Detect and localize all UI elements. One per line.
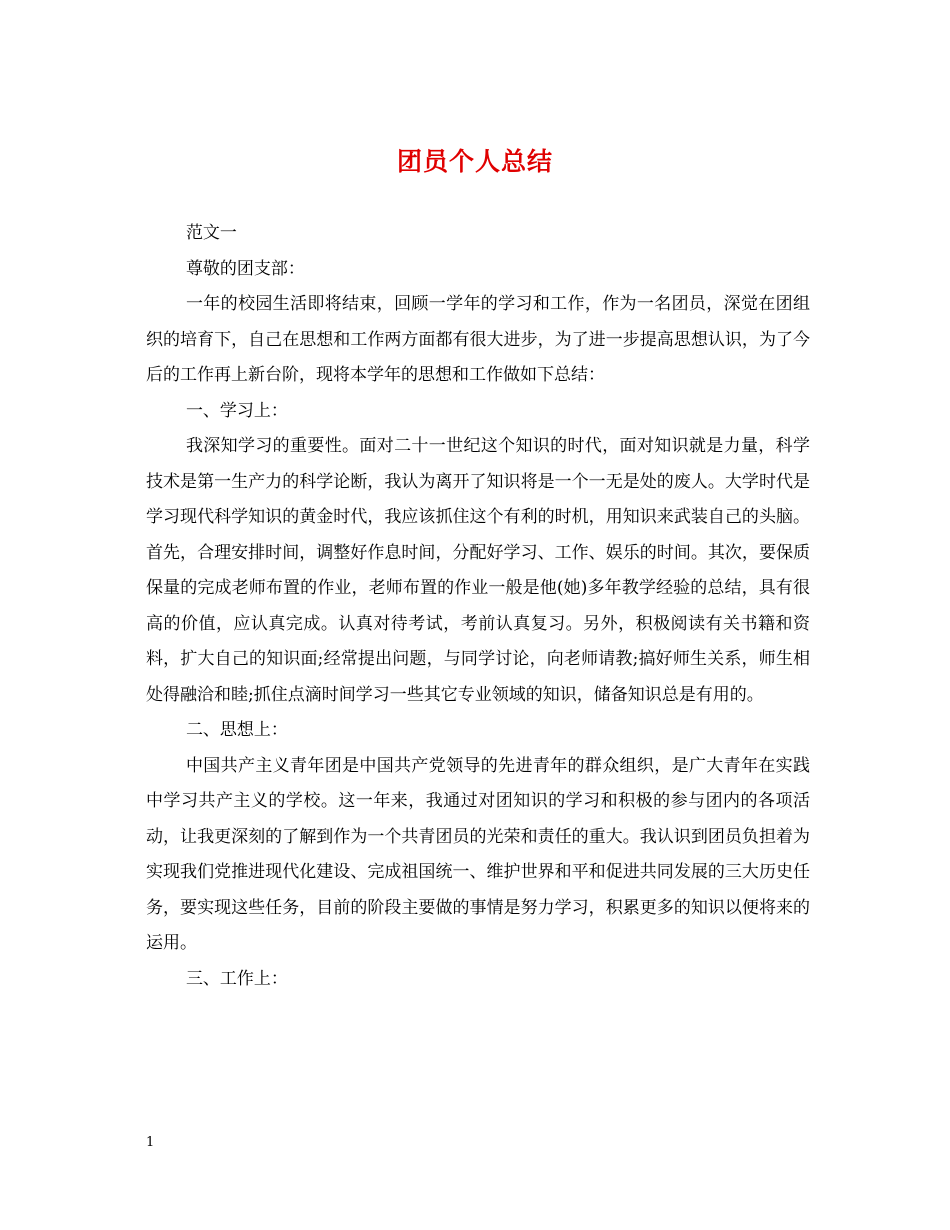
- document-title: 团员个人总结: [396, 147, 553, 176]
- paragraph-intro: 一年的校园生活即将结束，回顾一学年的学习和工作，作为一名团员，深觉在团组织的培育下，自己在思想和工作两方面都有很大进步，为了进一步提高思想认识，为了今后的工作再上新台阶，现将本学年的思想和工作做如下总结：: [146, 294, 810, 385]
- paragraph-greeting: 尊敬的团支部：: [185, 258, 305, 279]
- paragraph-study: 我深知学习的重要性。面对二十一世纪这个知识的时代，面对知识就是力量，科学技术是第一生产力的科学论断，我认为离开了知识将是一个一无是处的废人。大学时代是学习现代科学知识的黄金时代，我应该抓住这个有利的时机，用知识来武装自己的头脑。首先，合理安排时间，调整好作息时间，分配好学习、工作、娱乐的时间。其次，要保质保量的完成老师布置的作业，老师布置的作业一般是他(她)多年教学经验的总结，具有很高的价值，应认真完成。认真对待考试，考前认真复习。另外，积极阅读有关书籍和资料，扩大自己的知识面;经常提出问题，与同学讨论，向老师请教;搞好师生关系，师生相处得融洽和睦;抓住点滴时间学习一些其它专业领域的知识，储备知识总是有用的。: [146, 436, 810, 705]
- page-number: 1: [146, 1135, 155, 1150]
- paragraph-salutation-heading: 范文一: [185, 223, 237, 243]
- section-heading-study: 一、学习上：: [185, 400, 288, 421]
- section-heading-thought: 二、思想上：: [185, 720, 288, 740]
- section-heading-work: 三、工作上：: [185, 968, 288, 989]
- document-body: [146, 216, 810, 997]
- paragraph-thought: 中国共产主义青年团是中国共产党领导的先进青年的群众组织，是广大青年在实践中学习共产主义的学校。这一年来，我通过对团知识的学习和积极的参与团内的各项活动，让我更深刻的了解到作为一个共青团员的光荣和责任的重大。我认识到团员负担着为实现我们党推进现代化建设、完成祖国统一、维护世界和平和促进共同发展的三大历史任务，要实现这些任务，目前的阶段主要做的事情是努力学习，积累更多的知识以便将来的运用。: [146, 755, 810, 953]
